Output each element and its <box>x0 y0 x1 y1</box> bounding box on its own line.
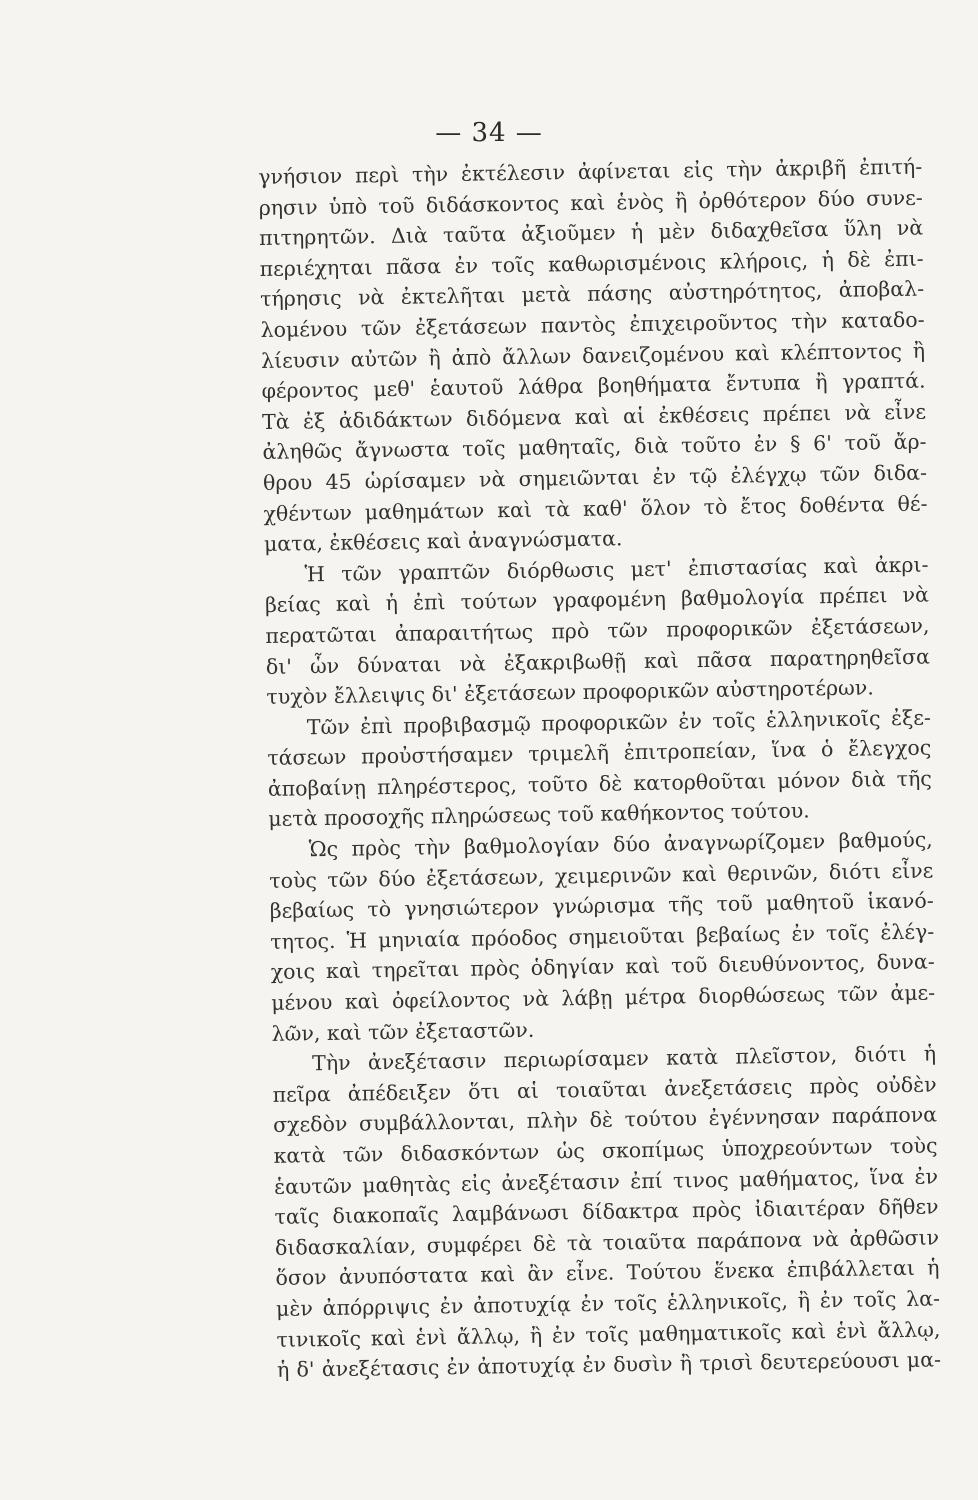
text-line: βείας καὶ ἡ ἐπὶ τούτων γραφομένη βαθμολογία πρέπει νὰ <box>264 582 930 618</box>
text-line: δι' ὧν δύναται νὰ ἐξακριβωθῇ καὶ πᾶσα παρατηρηθεῖσα <box>265 644 931 679</box>
text-line: χθέντων μαθημάτων καὶ τὰ καθ' ὅλον τὸ ἔτος δοθέντα θέ- <box>263 491 928 526</box>
text-line: λῶν, καὶ τῶν ἐξεταστῶν. <box>271 1017 535 1046</box>
text-line: μὲν ἀπόρριψις ἐν ἀποτυχίᾳ ἐν τοῖς ἑλληνικοῖς, ἢ ἐν τοῖς λα- <box>275 1286 941 1321</box>
text-line: γνήσιον περὶ τὴν ἐκτέλεσιν ἀφίνεται εἰς τὴν ἀκριβῆ ἐπιτή- <box>258 154 923 189</box>
text-line: κατὰ τῶν διδασκόντων ὡς σκοπίμως ὑποχρεούντων τοὺς <box>273 1133 938 1168</box>
text-line: Τὰ ἐξ ἀδιδάκτων διδόμενα καὶ αἱ ἐκθέσεις πρέπει νὰ εἶνε <box>261 399 927 434</box>
text-line: λίευσιν αὐτῶν ἢ ἀπὸ ἄλλων δανειζομένου καὶ κλέπτοντος ἢ <box>260 338 926 373</box>
text-line: μένου καὶ ὀφείλοντος νὰ λάβῃ μέτρα διορθώσεως τῶν ἀμε- <box>271 980 936 1015</box>
page-number: — 34 — <box>435 118 543 148</box>
text-line: ἀληθῶς ἄγνωστα τοῖς μαθηταῖς, διὰ τοῦτο ἐν § 6' τοῦ ἄρ- <box>262 429 927 465</box>
text-line: ἀποβαίνῃ πληρέστερος, τοῦτο δὲ κατορθοῦται μόνον διὰ τῆς <box>267 766 932 801</box>
text-line: τυχὸν ἔλλειψις δι' ἐξετάσεων προφορικῶν αὐστηροτέρων. <box>266 675 874 710</box>
text-line: ὅσον ἀνυπόστατα καὶ ἂν εἶνε. Τούτου ἕνεκα ἐπιβάλλεται ἡ <box>275 1255 940 1291</box>
text-line: διδασκαλίαν, συμφέρει δὲ τὰ τοιαῦτα παράπονα νὰ ἀρθῶσιν <box>274 1225 940 1260</box>
text-line: τοὺς τῶν δύο ἐξετάσεων, χειμερινῶν καὶ θερινῶν, διότι εἶνε <box>269 858 934 893</box>
text-line: τητος. Ἡ μηνιαία πρόοδος σημειοῦται βεβαίως ἐν τοῖς ἐλέγ- <box>270 919 935 954</box>
text-line: ἡ δ' ἀνεξέτασις ἐν ἀποτυχίᾳ ἐν δυσὶν ἢ τρισὶ δευτερεύουσι μα- <box>276 1347 942 1383</box>
text-line: θρου 45 ὡρίσαμεν νὰ σημειῶνται ἐν τῷ ἐλέγχῳ τῶν διδα- <box>262 460 928 495</box>
text-line: λομένου τῶν ἐξετάσεων παντὸς ἐπιχειροῦντος τὴν καταδο- <box>260 307 925 342</box>
text-line: φέροντος μεθ' ἑαυτοῦ λάθρα βοηθήματα ἔντυπα ἢ γραπτά. <box>261 368 926 404</box>
text-line: ματα, ἐκθέσεις καὶ ἀναγνώσματα. <box>263 526 623 557</box>
text-line: μετὰ προσοχῆς πληρώσεως τοῦ καθήκοντος τούτου. <box>268 798 810 832</box>
text-line: Ὡς πρὸς τὴν βαθμολογίαν δύο ἀναγνωρίζομεν βαθμούς, <box>308 827 933 862</box>
body-text <box>258 152 941 1386</box>
text-line: τάσεων προὐστήσαμεν τριμελῆ ἐπιτροπείαν, ἵνα ὁ ἔλεγχος <box>267 735 932 771</box>
text-line: βεβαίως τὸ γνησιώτερον γνώρισμα τῆς τοῦ μαθητοῦ ἱκανό- <box>269 888 934 924</box>
text-line: Ἡ τῶν γραπτῶν διόρθωσις μετ' ἐπιστασίας καὶ ἀκρι- <box>304 552 929 587</box>
text-line: πιτηρητῶν. Διὰ ταῦτα ἀξιοῦμεν ἡ μὲν διδαχθεῖσα ὕλη νὰ <box>259 215 924 251</box>
text-line: πεῖρα ἀπέδειξεν ὅτι αἱ τοιαῦται ἀνεξετάσεις πρὸς οὐδὲν <box>272 1072 937 1107</box>
text-line: ταῖς διακοπαῖς λαμβάνωσι δίδακτρα πρὸς ἰδιαιτέραν δῆθεν <box>274 1194 939 1230</box>
text-line: σχεδὸν συμβάλλονται, πλὴν δὲ τούτου ἐγέννησαν παράπονα <box>272 1102 938 1138</box>
text-line: περιέχηται πᾶσα ἐν τοῖς καθωρισμένοις κλήροις, ἡ δὲ ἐπι- <box>259 246 924 281</box>
text-line: περατῶται ἀπαραιτήτως πρὸ τῶν προφορικῶν ἐξετάσεων, <box>265 613 930 648</box>
text-line: χοις καὶ τηρεῖται πρὸς ὁδηγίαν καὶ τοῦ διευθύνοντος, δυνα- <box>270 949 935 985</box>
text-line: ρησιν ὑπὸ τοῦ διδάσκοντος καὶ ἑνὸς ἢ ὀρθότερον δύο συνε- <box>258 185 923 220</box>
text-line: τήρησις νὰ ἐκτελῆται μετὰ πάσης αὐστηρότητος, ἀποβαλ- <box>259 276 925 312</box>
text-line: ἑαυτῶν μαθητὰς εἰς ἀνεξέτασιν ἐπί τινος μαθήματος, ἵνα ἐν <box>273 1164 939 1199</box>
text-line: Τῶν ἐπὶ προβιβασμῷ προφορικῶν ἐν τοῖς ἑλληνικοῖς ἐξε- <box>306 705 931 739</box>
text-line: Τὴν ἀνεξέτασιν περιωρίσαμεν κατὰ πλεῖστον, διότι ἡ <box>311 1041 937 1076</box>
text-line: τινικοῖς καὶ ἑνὶ ἄλλῳ, ἢ ἐν τοῖς μαθηματικοῖς καὶ ἑνὶ ἄλλῳ, <box>276 1316 941 1352</box>
